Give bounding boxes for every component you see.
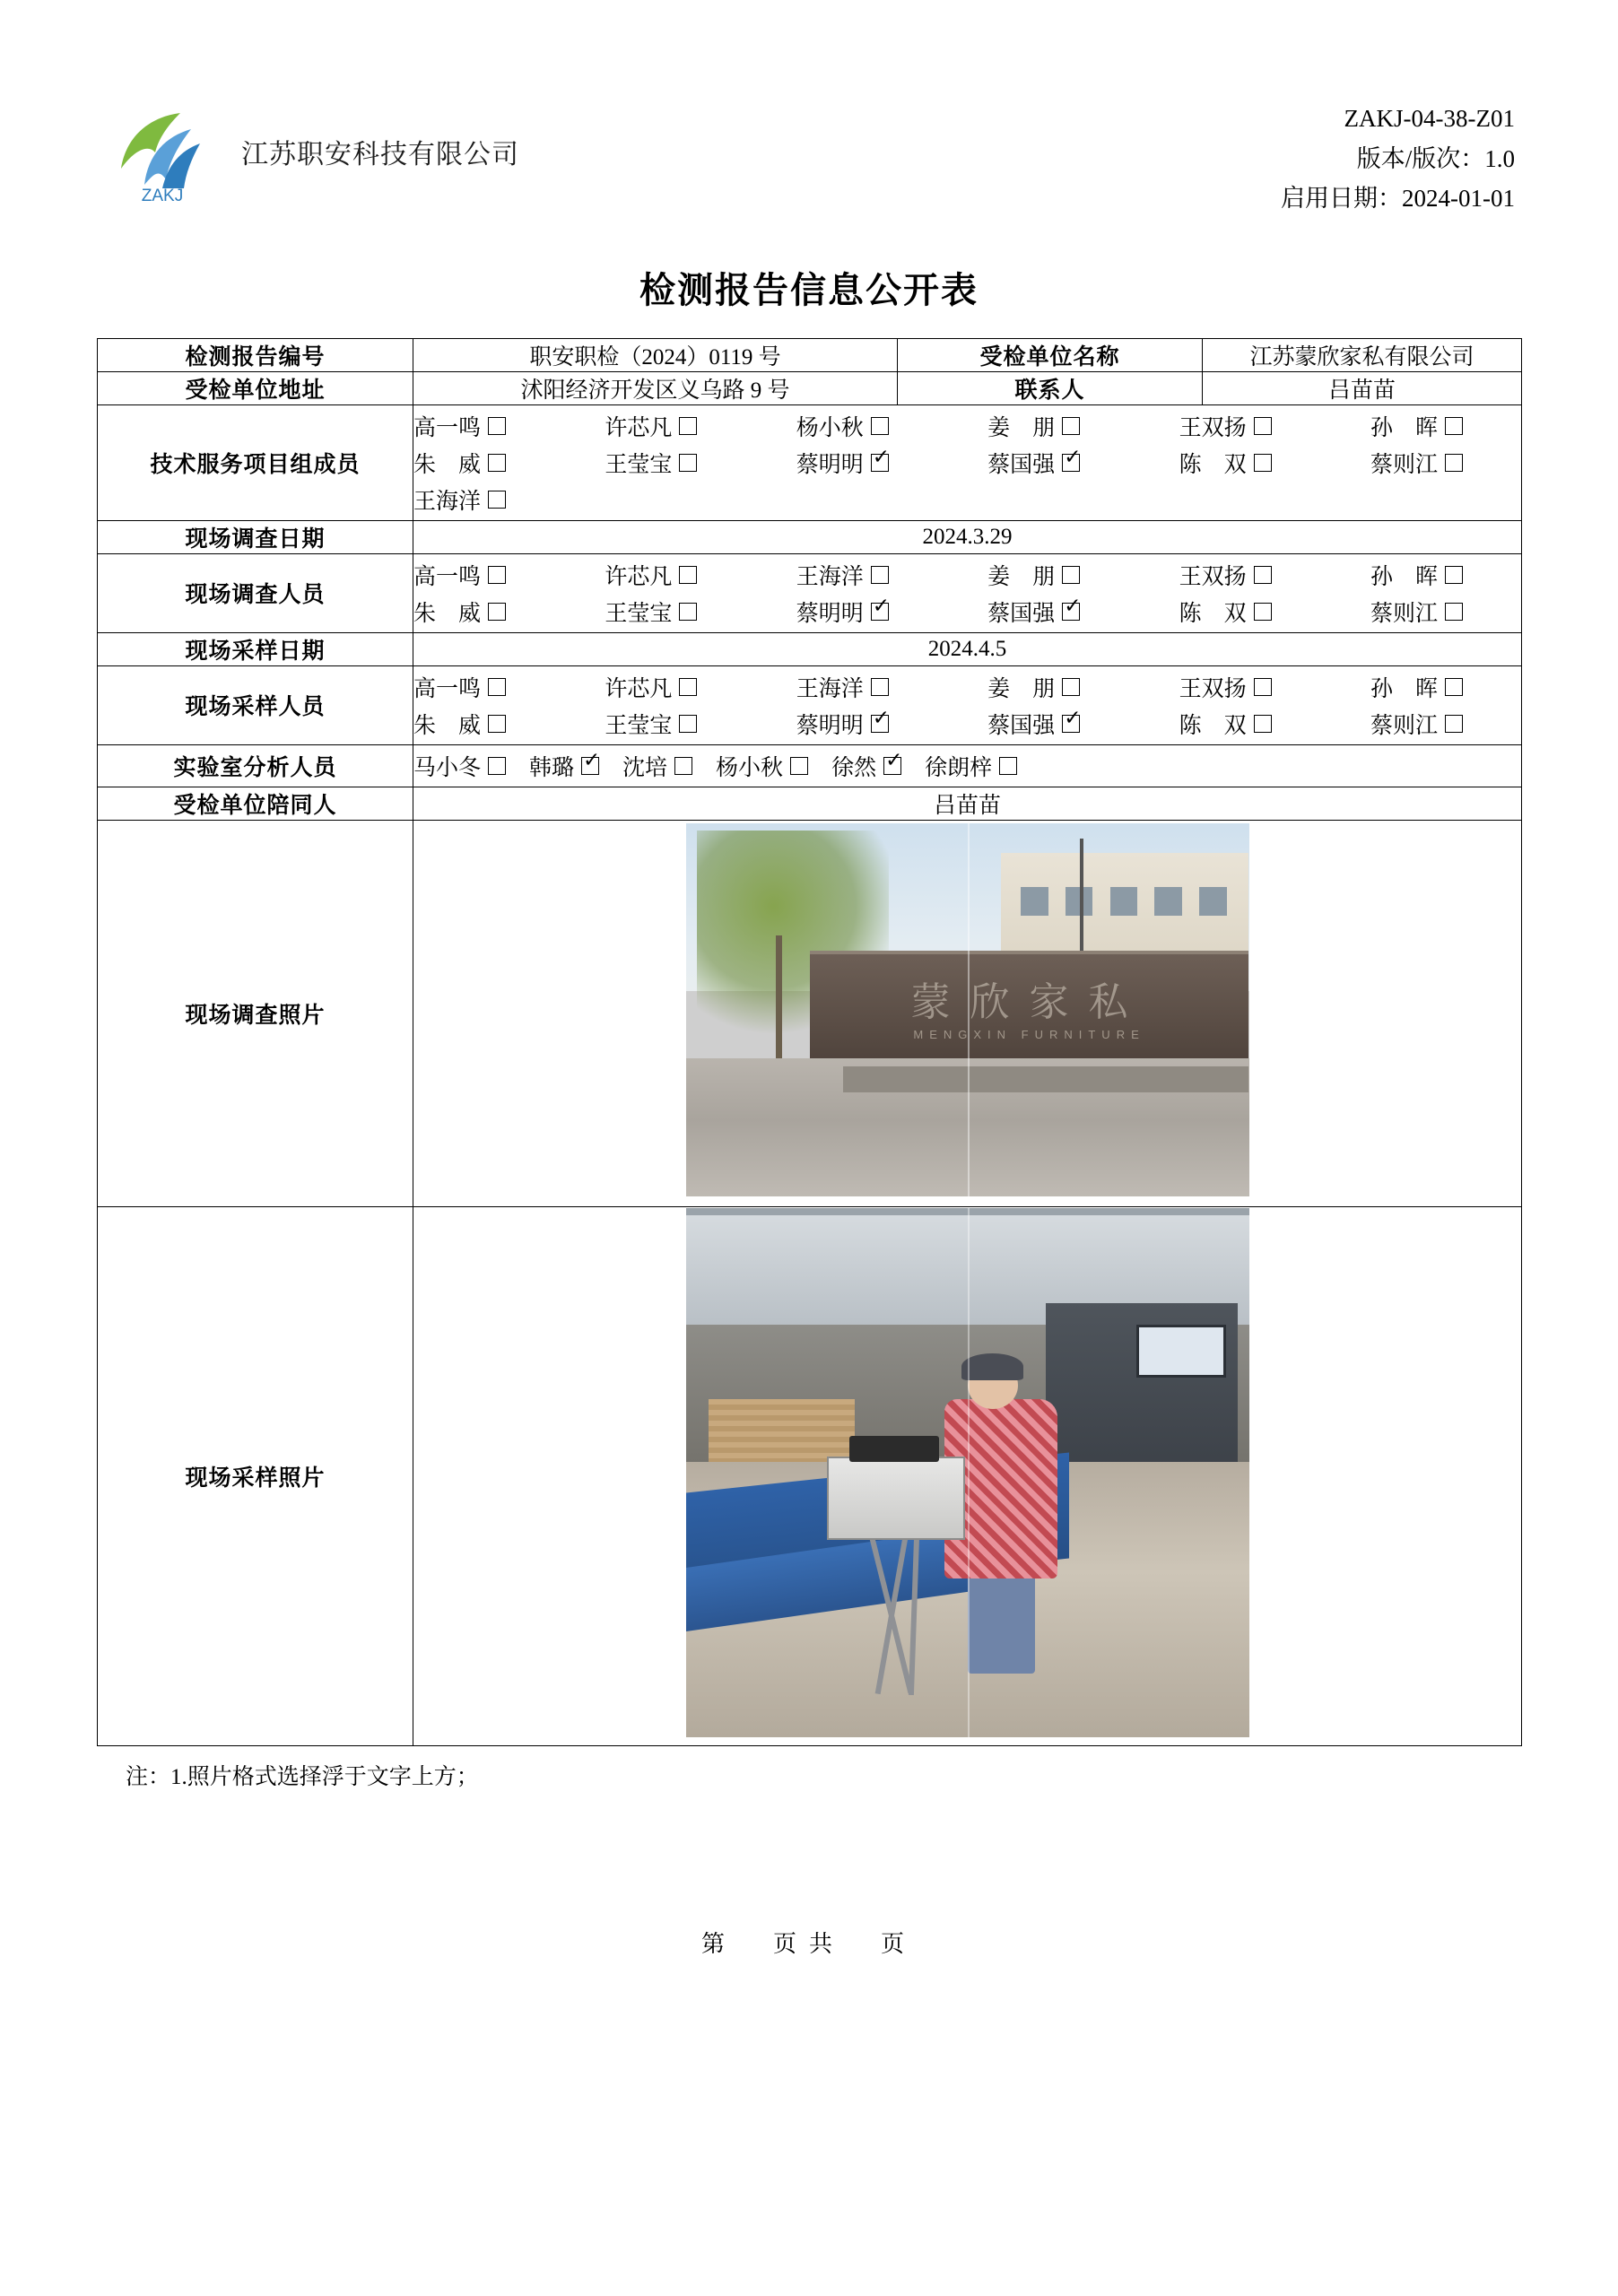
person-checkbox-item[interactable]	[925, 750, 1017, 782]
table-row	[98, 338, 1522, 371]
person-name: 蔡明明	[796, 452, 864, 477]
person-checkbox-item[interactable]	[1179, 708, 1272, 740]
table-row	[98, 520, 1522, 553]
checkbox-icon[interactable]	[1445, 715, 1463, 733]
person-name: 许芯凡	[605, 564, 673, 589]
table-row	[98, 1206, 1522, 1745]
checkbox-checked-icon[interactable]	[1062, 454, 1080, 472]
client-address-label: 受检单位地址	[98, 371, 413, 404]
person-name: 陈 双	[1179, 452, 1247, 477]
person-name: 韩璐	[529, 755, 575, 780]
photo-seam	[968, 823, 970, 1196]
person-name: 蔡明明	[796, 601, 864, 626]
table-row	[98, 744, 1522, 787]
person-name: 蔡则江	[1370, 601, 1438, 626]
person-name: 高一鸣	[413, 564, 482, 589]
person-name: 徐朗梓	[925, 755, 993, 780]
person-checkbox-item[interactable]	[413, 750, 506, 782]
checkbox-icon[interactable]	[1062, 678, 1080, 696]
person-checkbox-item[interactable]	[987, 447, 1080, 479]
checklist-row	[413, 671, 1463, 703]
person-name: 徐然	[831, 755, 877, 780]
checkbox-icon[interactable]	[674, 757, 692, 775]
table-row	[98, 404, 1522, 520]
person-name: 马小冬	[413, 755, 482, 780]
person-name: 高一鸣	[413, 676, 482, 701]
person-checkbox-item[interactable]	[413, 671, 506, 703]
contact-value: 吕苗苗	[1203, 371, 1522, 404]
table-row	[98, 632, 1522, 665]
checkbox-icon[interactable]	[1254, 454, 1272, 472]
person-name: 陈 双	[1179, 713, 1247, 738]
person-name: 朱 威	[413, 601, 482, 626]
person-checkbox-item[interactable]	[413, 483, 506, 516]
doc-effective-date: 启用日期：2024-01-01	[1281, 185, 1515, 213]
svg-text:ZAKJ: ZAKJ	[141, 187, 184, 204]
checkbox-icon[interactable]	[679, 603, 697, 621]
person-checkbox-item[interactable]	[1370, 410, 1463, 442]
checkbox-checked-icon[interactable]	[581, 757, 599, 775]
person-checkbox-item[interactable]	[831, 750, 901, 782]
photo-sign-text: 蒙欣家私	[910, 980, 1148, 1025]
person-name: 蔡明明	[796, 713, 864, 738]
person-name: 姜 朋	[987, 415, 1056, 440]
checkbox-icon[interactable]	[488, 491, 506, 509]
person-name: 王莹宝	[605, 452, 673, 477]
person-checkbox-item[interactable]	[1179, 596, 1272, 628]
table-row	[98, 787, 1522, 820]
photo-sign-subtext: MENGXIN FURNITURE	[913, 1027, 1145, 1041]
person-checkbox-item[interactable]	[796, 559, 889, 591]
checkbox-icon[interactable]	[488, 454, 506, 472]
report-no-label: 检测报告编号	[98, 338, 413, 371]
person-name: 姜 朋	[987, 676, 1056, 701]
person-checkbox-item[interactable]	[413, 596, 506, 628]
checkbox-icon[interactable]	[1254, 417, 1272, 435]
person-checkbox-item[interactable]	[413, 559, 506, 591]
sampling-photo-image	[686, 1208, 1249, 1737]
checkbox-icon[interactable]	[488, 417, 506, 435]
person-checkbox-item[interactable]	[1370, 671, 1463, 703]
person-checkbox-item[interactable]	[1179, 559, 1272, 591]
person-checkbox-item[interactable]	[1179, 671, 1272, 703]
doc-code: ZAKJ-04-38-Z01	[1344, 105, 1515, 132]
person-checkbox-item[interactable]	[605, 708, 697, 740]
person-name: 孙 晖	[1370, 676, 1438, 701]
checkbox-icon[interactable]	[1445, 603, 1463, 621]
photo-control-screen	[1136, 1325, 1226, 1378]
checklist-row	[413, 447, 1463, 479]
person-checkbox-item[interactable]	[987, 410, 1080, 442]
person-checkbox-item[interactable]	[622, 750, 692, 782]
checkbox-icon[interactable]	[1254, 678, 1272, 696]
table-row	[98, 820, 1522, 1206]
survey-photo-cell	[413, 820, 1522, 1206]
person-checkbox-item[interactable]	[1370, 596, 1463, 628]
company-brand	[103, 99, 519, 204]
escort-value: 吕苗苗	[413, 787, 1522, 820]
doc-version: 版本/版次：1.0	[1356, 144, 1515, 172]
photo-window	[1110, 887, 1137, 916]
person-name: 孙 晖	[1370, 564, 1438, 589]
checklist-row	[413, 708, 1463, 740]
client-name-label: 受检单位名称	[898, 338, 1203, 371]
person-name: 蔡国强	[987, 452, 1056, 477]
person-name: 王双扬	[1179, 676, 1247, 701]
person-checkbox-item[interactable]	[605, 671, 697, 703]
person-name: 蔡则江	[1370, 713, 1438, 738]
survey-photo-label: 现场调查照片	[98, 820, 413, 1206]
person-name: 孙 晖	[1370, 415, 1438, 440]
person-name: 蔡国强	[987, 713, 1056, 738]
checkbox-icon[interactable]	[488, 566, 506, 584]
person-name: 姜 朋	[987, 564, 1056, 589]
person-name: 王莹宝	[605, 601, 673, 626]
checkbox-icon[interactable]	[871, 566, 889, 584]
page-title: 检测报告信息公开表	[639, 269, 979, 310]
person-name: 高一鸣	[413, 415, 482, 440]
sampling-staff-checklist[interactable]	[413, 665, 1522, 744]
table-row	[98, 371, 1522, 404]
checkbox-icon[interactable]	[679, 678, 697, 696]
photo-worker-cap	[961, 1353, 1023, 1380]
person-checkbox-item[interactable]	[796, 596, 889, 628]
person-checkbox-item[interactable]	[987, 596, 1080, 628]
person-checkbox-item[interactable]	[1370, 708, 1463, 740]
team-members-label: 技术服务项目组成员	[98, 404, 413, 520]
photo-worker-legs	[968, 1568, 1035, 1674]
sampling-staff-label: 现场采样人员	[98, 665, 413, 744]
sampling-date-value: 2024.4.5	[413, 632, 1522, 665]
person-checkbox-item[interactable]	[1370, 559, 1463, 591]
person-name: 杨小秋	[716, 755, 784, 780]
person-checkbox-item[interactable]	[605, 447, 697, 479]
checkbox-icon[interactable]	[488, 757, 506, 775]
client-name-value: 江苏蒙欣家私有限公司	[1203, 338, 1522, 371]
checkbox-icon[interactable]	[999, 757, 1017, 775]
person-checkbox-item[interactable]	[796, 447, 889, 479]
person-name: 陈 双	[1179, 601, 1247, 626]
checkbox-icon[interactable]	[1062, 566, 1080, 584]
survey-date-value: 2024.3.29	[413, 520, 1522, 553]
sampling-photo-label: 现场采样照片	[98, 1206, 413, 1745]
person-name: 王海洋	[796, 676, 864, 701]
person-name: 王双扬	[1179, 564, 1247, 589]
checkbox-icon[interactable]	[871, 417, 889, 435]
person-checkbox-item[interactable]	[987, 671, 1080, 703]
checkbox-icon[interactable]	[1445, 566, 1463, 584]
person-checkbox-item[interactable]	[413, 410, 506, 442]
person-name: 朱 威	[413, 713, 482, 738]
checklist-row	[413, 559, 1463, 591]
person-checkbox-item[interactable]	[1370, 447, 1463, 479]
person-checkbox-item[interactable]	[413, 708, 506, 740]
checkbox-icon[interactable]	[679, 417, 697, 435]
checkbox-icon[interactable]	[488, 715, 506, 733]
checkbox-checked-icon[interactable]	[1062, 715, 1080, 733]
person-checkbox-item[interactable]	[796, 708, 889, 740]
person-checkbox-item[interactable]	[529, 750, 599, 782]
survey-photo-image	[686, 823, 1249, 1196]
document-header	[0, 0, 1618, 219]
checkbox-icon[interactable]	[790, 757, 808, 775]
page-footer: 第 页共 页	[700, 1930, 917, 1957]
person-checkbox-item[interactable]	[605, 596, 697, 628]
document-meta	[1281, 99, 1515, 219]
checklist-row	[413, 483, 1521, 516]
checkbox-icon[interactable]	[488, 678, 506, 696]
sampling-date-label: 现场采样日期	[98, 632, 413, 665]
team-members-checklist[interactable]	[413, 404, 1522, 520]
person-name: 蔡则江	[1370, 452, 1438, 477]
person-checkbox-item[interactable]	[1179, 447, 1272, 479]
person-name: 蔡国强	[987, 601, 1056, 626]
person-name: 王海洋	[413, 489, 482, 514]
checkbox-icon[interactable]	[1254, 603, 1272, 621]
checkbox-icon[interactable]	[679, 454, 697, 472]
checkbox-icon[interactable]	[1445, 417, 1463, 435]
photo-sampler-device	[827, 1457, 966, 1540]
person-name: 王海洋	[796, 564, 864, 589]
report-no-value: 职安职检（2024）0119 号	[413, 338, 898, 371]
checkbox-checked-icon[interactable]	[871, 454, 889, 472]
checkbox-checked-icon[interactable]	[871, 603, 889, 621]
person-name: 许芯凡	[605, 676, 673, 701]
table-row	[98, 665, 1522, 744]
photo-window	[1021, 887, 1048, 916]
person-checkbox-item[interactable]	[605, 410, 697, 442]
person-checkbox-item[interactable]	[796, 410, 889, 442]
checkbox-icon[interactable]	[871, 678, 889, 696]
photo-sampler-top	[849, 1436, 939, 1463]
checkbox-icon[interactable]	[1254, 715, 1272, 733]
table-note: 注：1.照片格式选择浮于文字上方；	[126, 1764, 479, 1789]
person-checkbox-item[interactable]	[413, 447, 506, 479]
contact-label: 联系人	[898, 371, 1203, 404]
checkbox-icon[interactable]	[1445, 678, 1463, 696]
client-address-value: 沭阳经济开发区义乌路 9 号	[413, 371, 898, 404]
person-name: 王莹宝	[605, 713, 673, 738]
checkbox-checked-icon[interactable]	[883, 757, 901, 775]
photo-curb	[843, 1066, 1248, 1092]
checkbox-icon[interactable]	[1254, 566, 1272, 584]
checkbox-icon[interactable]	[1445, 454, 1463, 472]
person-name: 沈培	[622, 755, 668, 780]
sampling-photo-cell	[413, 1206, 1522, 1745]
survey-date-label: 现场调查日期	[98, 520, 413, 553]
report-info-table	[97, 338, 1522, 1746]
checklist-row	[413, 596, 1463, 628]
checkbox-icon[interactable]	[679, 715, 697, 733]
checklist-row	[413, 410, 1463, 442]
checklist-row	[413, 750, 1521, 782]
person-checkbox-item[interactable]	[796, 671, 889, 703]
checkbox-icon[interactable]	[1062, 417, 1080, 435]
person-name: 许芯凡	[605, 415, 673, 440]
photo-window	[1154, 887, 1181, 916]
photo-signage-wall	[810, 951, 1249, 1066]
checkbox-checked-icon[interactable]	[871, 715, 889, 733]
person-name: 杨小秋	[796, 415, 864, 440]
person-checkbox-item[interactable]	[1179, 410, 1272, 442]
checkbox-checked-icon[interactable]	[1062, 603, 1080, 621]
person-checkbox-item[interactable]	[987, 708, 1080, 740]
person-checkbox-item[interactable]	[605, 559, 697, 591]
escort-label: 受检单位陪同人	[98, 787, 413, 820]
person-checkbox-item[interactable]	[987, 559, 1080, 591]
survey-staff-checklist[interactable]	[413, 553, 1522, 632]
person-checkbox-item[interactable]	[716, 750, 808, 782]
person-name: 王双扬	[1179, 415, 1247, 440]
company-name: 江苏职安科技有限公司	[241, 140, 519, 170]
photo-seam	[968, 1208, 970, 1737]
main-table-wrapper	[0, 338, 1618, 1746]
photo-window	[1199, 887, 1226, 916]
checkbox-icon[interactable]	[488, 603, 506, 621]
company-logo-icon	[103, 99, 222, 204]
person-name: 朱 威	[413, 452, 482, 477]
lab-staff-checklist[interactable]	[413, 744, 1522, 787]
lab-staff-label: 实验室分析人员	[98, 744, 413, 787]
table-row	[98, 553, 1522, 632]
survey-staff-label: 现场调查人员	[98, 553, 413, 632]
checkbox-icon[interactable]	[679, 566, 697, 584]
